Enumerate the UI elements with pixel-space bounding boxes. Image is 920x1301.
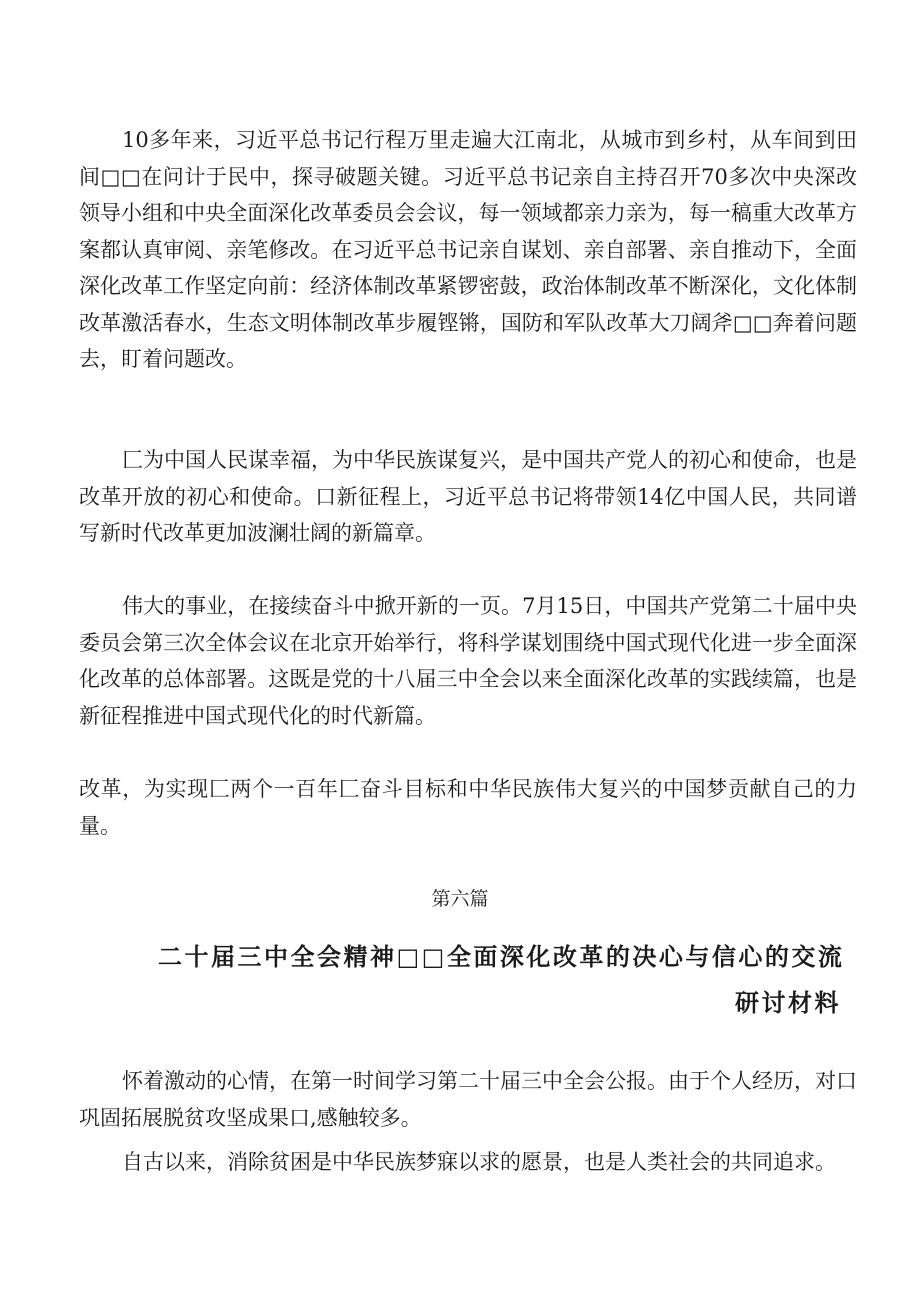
paragraph-third-plenary: 伟大的事业，在接续奋斗中掀开新的一页。7月15日，中国共产党第二十届中央委员会第三次全体会议在北京开始举行，将科学谋划围绕中国式现代化进一步全面深化改革的总体部署。这既是党的十八届三中全会以来全面深化改革的实践续篇，也是新征程推进中国式现代化的时代新篇。 [79, 594, 857, 728]
paragraph-chinese-dream: 改革，为实现匚两个一百年匚奋斗目标和中华民族伟大复兴的中国梦贡献自己的力量。 [79, 777, 857, 838]
section-label: 第六篇 [431, 888, 489, 910]
paragraph-reform-decade: 10多年来，习近平总书记行程万里走遍大江南北，从城市到乡村，从车间到田间□□在问计于民中，探寻破题关键。习近平总书记亲自主持召开70多次中央深改领导小组和中央全面深化改革委员会会议，每一领域都亲力亲为，每一稿重大改革方案都认真审阅、亲笔修改。在习近平总书记亲自谋划、亲自部署、亲自推动下，全面深化改革工作坚定向前：经济体制改革紧锣密鼓，政治体制改革不断深化，文化体制改革激活春水，生态文明体制改革步履铿锵，国防和军队改革大刀阔斧□□奔着问题去，盯着问题改。 [79, 128, 857, 371]
paragraph-study-communique: 怀着激动的心情，在第一时间学习第二十届三中全会公报。由于个人经历，对口巩固拓展脱贫攻坚成果口,感触较多。 [79, 1069, 857, 1130]
section-heading-line1: 二十届三中全会精神□□全面深化改革的决心与信心的交流 [158, 942, 845, 971]
section-heading-line2: 研讨材料 [735, 988, 841, 1017]
paragraph-poverty-elimination: 自古以来，消除贫困是中华民族梦寐以求的愿景，也是人类社会的共同追求。 [122, 1150, 836, 1174]
paragraph-original-mission: 匚为中国人民谋幸福，为中华民族谋复兴，是中国共产党人的初心和使命，也是改革开放的初心和使命。口新征程上，习近平总书记将带领14亿中国人民，共同谱写新时代改革更加波澜壮阔的新篇章。 [79, 448, 857, 545]
